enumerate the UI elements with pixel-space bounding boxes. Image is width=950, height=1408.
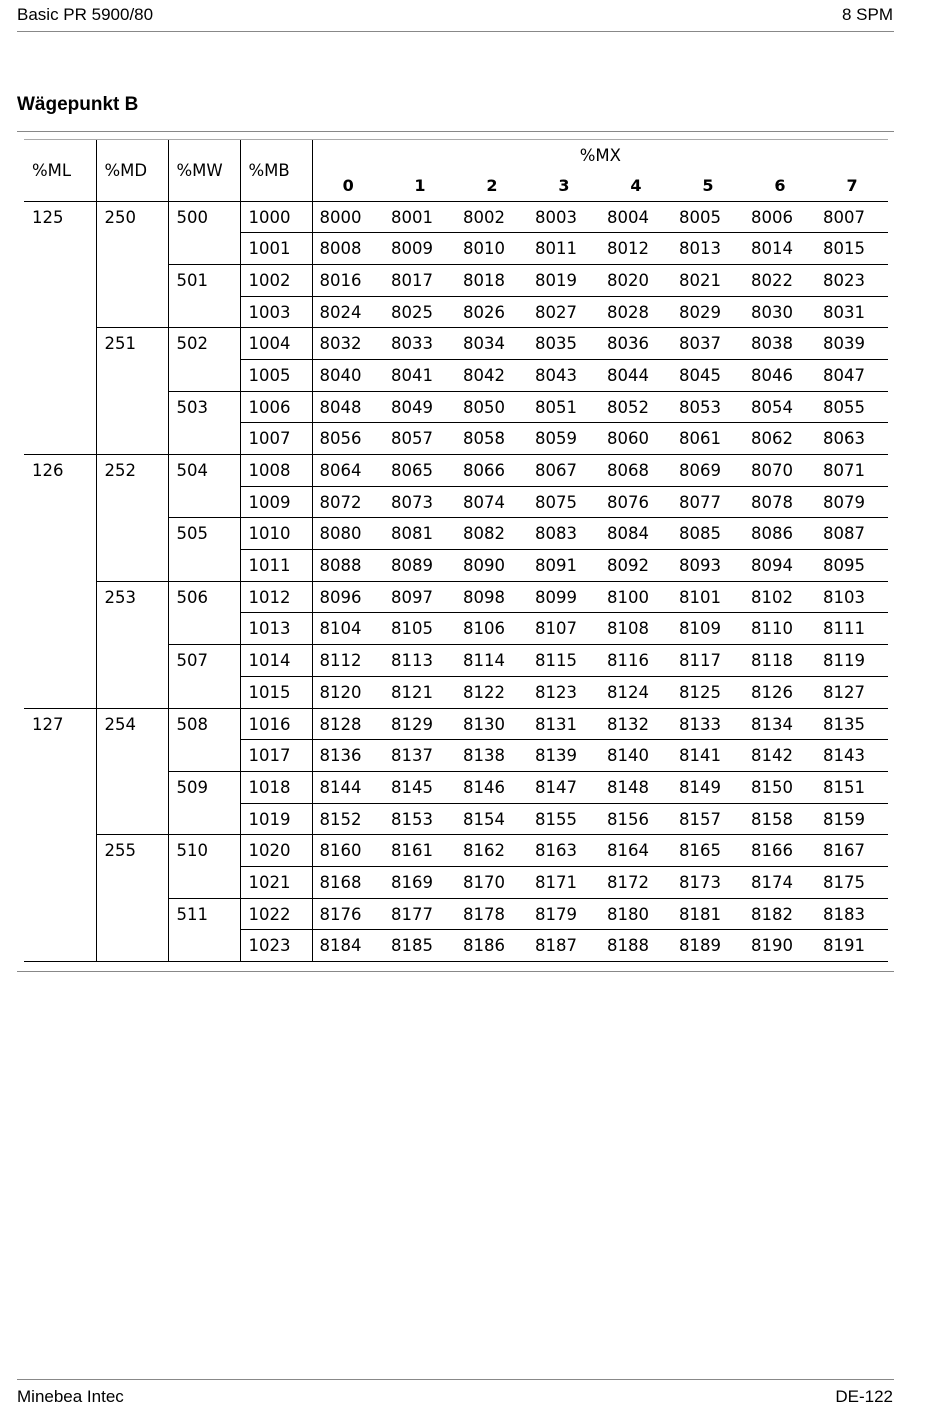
address-cell: 8180 bbox=[600, 898, 672, 930]
address-cell: 8066 bbox=[456, 455, 528, 487]
address-cell: 8140 bbox=[600, 740, 672, 772]
address-cell: 8166 bbox=[744, 835, 816, 867]
table-row bbox=[24, 328, 888, 360]
mb-cell: 1021 bbox=[240, 866, 312, 898]
running-header-section: 8 SPM bbox=[841, 5, 893, 24]
table-row bbox=[24, 835, 888, 867]
address-cell: 8117 bbox=[672, 645, 744, 677]
address-cell: 8055 bbox=[816, 391, 888, 423]
address-cell: 8170 bbox=[456, 866, 528, 898]
address-cell: 8190 bbox=[744, 930, 816, 962]
address-cell: 8037 bbox=[672, 328, 744, 360]
address-cell: 8144 bbox=[312, 771, 384, 803]
address-cell: 8124 bbox=[600, 676, 672, 708]
address-cell: 8050 bbox=[456, 391, 528, 423]
address-cell: 8172 bbox=[600, 866, 672, 898]
address-cell: 8056 bbox=[312, 423, 384, 455]
address-cell: 8173 bbox=[672, 866, 744, 898]
address-cell: 8150 bbox=[744, 771, 816, 803]
mb-cell: 1016 bbox=[240, 708, 312, 740]
mb-cell: 1022 bbox=[240, 898, 312, 930]
address-cell: 8141 bbox=[672, 740, 744, 772]
mw-cell: 502 bbox=[168, 328, 240, 391]
address-cell: 8085 bbox=[672, 518, 744, 550]
md-cell: 254 bbox=[96, 708, 168, 835]
address-cell: 8178 bbox=[456, 898, 528, 930]
mb-cell: 1014 bbox=[240, 645, 312, 677]
address-cell: 8127 bbox=[816, 676, 888, 708]
address-cell: 8167 bbox=[816, 835, 888, 867]
address-cell: 8022 bbox=[744, 264, 816, 296]
address-cell: 8092 bbox=[600, 550, 672, 582]
mw-cell: 508 bbox=[168, 708, 240, 771]
address-cell: 8060 bbox=[600, 423, 672, 455]
address-cell: 8062 bbox=[744, 423, 816, 455]
address-cell: 8176 bbox=[312, 898, 384, 930]
address-cell: 8051 bbox=[528, 391, 600, 423]
mw-cell: 511 bbox=[168, 898, 240, 961]
address-cell: 8045 bbox=[672, 359, 744, 391]
col-header-ml: %ML bbox=[24, 140, 96, 201]
address-cell: 8041 bbox=[384, 359, 456, 391]
address-cell: 8189 bbox=[672, 930, 744, 962]
address-cell: 8052 bbox=[600, 391, 672, 423]
address-cell: 8081 bbox=[384, 518, 456, 550]
mb-cell: 1019 bbox=[240, 803, 312, 835]
address-cell: 8093 bbox=[672, 550, 744, 582]
address-cell: 8133 bbox=[672, 708, 744, 740]
mx-digit-header: 7 bbox=[816, 171, 888, 201]
address-cell: 8186 bbox=[456, 930, 528, 962]
col-header-mx: %MX bbox=[579, 146, 621, 165]
address-cell: 8148 bbox=[600, 771, 672, 803]
mb-cell: 1003 bbox=[240, 296, 312, 328]
ml-cell: 127 bbox=[24, 708, 96, 962]
address-cell: 8058 bbox=[456, 423, 528, 455]
address-cell: 8121 bbox=[384, 676, 456, 708]
address-cell: 8061 bbox=[672, 423, 744, 455]
address-cell: 8099 bbox=[528, 581, 600, 613]
address-cell: 8131 bbox=[528, 708, 600, 740]
table-row bbox=[24, 581, 888, 613]
address-cell: 8132 bbox=[600, 708, 672, 740]
address-cell: 8138 bbox=[456, 740, 528, 772]
address-cell: 8094 bbox=[744, 550, 816, 582]
mx-digit-header: 0 bbox=[312, 171, 384, 201]
address-cell: 8010 bbox=[456, 233, 528, 265]
address-cell: 8143 bbox=[816, 740, 888, 772]
address-cell: 8159 bbox=[816, 803, 888, 835]
mb-cell: 1004 bbox=[240, 328, 312, 360]
mb-cell: 1013 bbox=[240, 613, 312, 645]
address-cell: 8095 bbox=[816, 550, 888, 582]
address-cell: 8086 bbox=[744, 518, 816, 550]
mw-cell: 506 bbox=[168, 581, 240, 644]
address-cell: 8184 bbox=[312, 930, 384, 962]
mw-cell: 501 bbox=[168, 264, 240, 327]
address-cell: 8100 bbox=[600, 581, 672, 613]
section-title: Wägepunkt B bbox=[17, 94, 139, 115]
mx-digit-header: 3 bbox=[528, 171, 600, 201]
address-cell: 8025 bbox=[384, 296, 456, 328]
address-cell: 8004 bbox=[600, 201, 672, 233]
md-cell: 255 bbox=[96, 835, 168, 962]
address-cell: 8149 bbox=[672, 771, 744, 803]
address-cell: 8053 bbox=[672, 391, 744, 423]
mb-cell: 1015 bbox=[240, 676, 312, 708]
address-cell: 8147 bbox=[528, 771, 600, 803]
address-cell: 8151 bbox=[816, 771, 888, 803]
address-cell: 8161 bbox=[384, 835, 456, 867]
col-header-mb: %MB bbox=[240, 140, 312, 201]
address-cell: 8160 bbox=[312, 835, 384, 867]
address-cell: 8080 bbox=[312, 518, 384, 550]
address-cell: 8102 bbox=[744, 581, 816, 613]
mx-digit-header: 2 bbox=[456, 171, 528, 201]
address-cell: 8103 bbox=[816, 581, 888, 613]
address-cell: 8035 bbox=[528, 328, 600, 360]
address-cell: 8014 bbox=[744, 233, 816, 265]
footer-company: Minebea Intec bbox=[17, 1387, 124, 1406]
mx-digit-header: 1 bbox=[384, 171, 456, 201]
address-cell: 8020 bbox=[600, 264, 672, 296]
address-cell: 8038 bbox=[744, 328, 816, 360]
address-cell: 8125 bbox=[672, 676, 744, 708]
mb-cell: 1000 bbox=[240, 201, 312, 233]
address-cell: 8177 bbox=[384, 898, 456, 930]
address-cell: 8187 bbox=[528, 930, 600, 962]
address-cell: 8028 bbox=[600, 296, 672, 328]
address-cell: 8142 bbox=[744, 740, 816, 772]
address-cell: 8118 bbox=[744, 645, 816, 677]
address-cell: 8112 bbox=[312, 645, 384, 677]
mw-cell: 507 bbox=[168, 645, 240, 708]
footer-page-number: DE-122 bbox=[835, 1387, 893, 1406]
address-cell: 8006 bbox=[744, 201, 816, 233]
address-cell: 8013 bbox=[672, 233, 744, 265]
address-table bbox=[24, 140, 888, 962]
address-cell: 8090 bbox=[456, 550, 528, 582]
address-cell: 8048 bbox=[312, 391, 384, 423]
address-cell: 8017 bbox=[384, 264, 456, 296]
address-cell: 8137 bbox=[384, 740, 456, 772]
address-cell: 8181 bbox=[672, 898, 744, 930]
address-cell: 8001 bbox=[384, 201, 456, 233]
address-cell: 8043 bbox=[528, 359, 600, 391]
address-cell: 8158 bbox=[744, 803, 816, 835]
address-cell: 8024 bbox=[312, 296, 384, 328]
address-cell: 8015 bbox=[816, 233, 888, 265]
address-cell: 8030 bbox=[744, 296, 816, 328]
address-cell: 8000 bbox=[312, 201, 384, 233]
address-cell: 8084 bbox=[600, 518, 672, 550]
address-cell: 8101 bbox=[672, 581, 744, 613]
mw-cell: 505 bbox=[168, 518, 240, 581]
ml-cell: 125 bbox=[24, 201, 96, 455]
address-cell: 8096 bbox=[312, 581, 384, 613]
address-cell: 8011 bbox=[528, 233, 600, 265]
address-cell: 8174 bbox=[744, 866, 816, 898]
address-cell: 8162 bbox=[456, 835, 528, 867]
mb-cell: 1006 bbox=[240, 391, 312, 423]
address-cell: 8042 bbox=[456, 359, 528, 391]
address-cell: 8089 bbox=[384, 550, 456, 582]
address-cell: 8182 bbox=[744, 898, 816, 930]
mx-digit-header: 6 bbox=[744, 171, 816, 201]
address-cell: 8069 bbox=[672, 455, 744, 487]
address-cell: 8083 bbox=[528, 518, 600, 550]
mw-cell: 509 bbox=[168, 771, 240, 834]
md-cell: 251 bbox=[96, 328, 168, 455]
address-cell: 8126 bbox=[744, 676, 816, 708]
mb-cell: 1010 bbox=[240, 518, 312, 550]
address-cell: 8049 bbox=[384, 391, 456, 423]
address-cell: 8008 bbox=[312, 233, 384, 265]
address-cell: 8179 bbox=[528, 898, 600, 930]
address-cell: 8146 bbox=[456, 771, 528, 803]
address-cell: 8128 bbox=[312, 708, 384, 740]
mb-cell: 1009 bbox=[240, 486, 312, 518]
ml-cell: 126 bbox=[24, 455, 96, 709]
address-cell: 8098 bbox=[456, 581, 528, 613]
address-cell: 8044 bbox=[600, 359, 672, 391]
mb-cell: 1005 bbox=[240, 359, 312, 391]
address-cell: 8152 bbox=[312, 803, 384, 835]
address-cell: 8116 bbox=[600, 645, 672, 677]
header-divider bbox=[17, 31, 894, 32]
address-cell: 8135 bbox=[816, 708, 888, 740]
mb-cell: 1012 bbox=[240, 581, 312, 613]
address-cell: 8019 bbox=[528, 264, 600, 296]
address-cell: 8036 bbox=[600, 328, 672, 360]
address-cell: 8183 bbox=[816, 898, 888, 930]
address-cell: 8077 bbox=[672, 486, 744, 518]
running-header-title: Basic PR 5900/80 bbox=[17, 5, 154, 24]
mw-cell: 504 bbox=[168, 455, 240, 518]
address-cell: 8068 bbox=[600, 455, 672, 487]
table-row bbox=[24, 201, 888, 233]
address-cell: 8107 bbox=[528, 613, 600, 645]
address-cell: 8031 bbox=[816, 296, 888, 328]
address-cell: 8009 bbox=[384, 233, 456, 265]
address-cell: 8104 bbox=[312, 613, 384, 645]
address-cell: 8169 bbox=[384, 866, 456, 898]
address-cell: 8165 bbox=[672, 835, 744, 867]
address-cell: 8012 bbox=[600, 233, 672, 265]
address-cell: 8106 bbox=[456, 613, 528, 645]
address-cell: 8114 bbox=[456, 645, 528, 677]
address-cell: 8139 bbox=[528, 740, 600, 772]
address-cell: 8018 bbox=[456, 264, 528, 296]
address-cell: 8154 bbox=[456, 803, 528, 835]
mw-cell: 510 bbox=[168, 835, 240, 898]
address-cell: 8109 bbox=[672, 613, 744, 645]
address-cell: 8074 bbox=[456, 486, 528, 518]
address-cell: 8111 bbox=[816, 613, 888, 645]
mb-cell: 1020 bbox=[240, 835, 312, 867]
address-cell: 8164 bbox=[600, 835, 672, 867]
address-cell: 8064 bbox=[312, 455, 384, 487]
address-cell: 8119 bbox=[816, 645, 888, 677]
mx-digit-header: 5 bbox=[672, 171, 744, 201]
address-cell: 8188 bbox=[600, 930, 672, 962]
address-cell: 8110 bbox=[744, 613, 816, 645]
address-cell: 8071 bbox=[816, 455, 888, 487]
address-cell: 8070 bbox=[744, 455, 816, 487]
address-cell: 8115 bbox=[528, 645, 600, 677]
md-cell: 250 bbox=[96, 201, 168, 328]
address-cell: 8134 bbox=[744, 708, 816, 740]
address-cell: 8040 bbox=[312, 359, 384, 391]
mb-cell: 1018 bbox=[240, 771, 312, 803]
md-cell: 253 bbox=[96, 581, 168, 708]
address-cell: 8088 bbox=[312, 550, 384, 582]
address-cell: 8021 bbox=[672, 264, 744, 296]
address-cell: 8108 bbox=[600, 613, 672, 645]
address-cell: 8032 bbox=[312, 328, 384, 360]
address-cell: 8016 bbox=[312, 264, 384, 296]
address-cell: 8002 bbox=[456, 201, 528, 233]
mb-cell: 1002 bbox=[240, 264, 312, 296]
address-cell: 8130 bbox=[456, 708, 528, 740]
table-row bbox=[24, 708, 888, 740]
address-cell: 8072 bbox=[312, 486, 384, 518]
address-cell: 8039 bbox=[816, 328, 888, 360]
mb-cell: 1001 bbox=[240, 233, 312, 265]
address-cell: 8029 bbox=[672, 296, 744, 328]
section-divider bbox=[17, 131, 894, 132]
mb-cell: 1008 bbox=[240, 455, 312, 487]
mw-cell: 500 bbox=[168, 201, 240, 264]
address-cell: 8105 bbox=[384, 613, 456, 645]
address-cell: 8113 bbox=[384, 645, 456, 677]
address-cell: 8129 bbox=[384, 708, 456, 740]
address-cell: 8078 bbox=[744, 486, 816, 518]
address-cell: 8175 bbox=[816, 866, 888, 898]
mw-cell: 503 bbox=[168, 391, 240, 454]
address-cell: 8163 bbox=[528, 835, 600, 867]
mx-digit-header: 4 bbox=[600, 171, 672, 201]
address-cell: 8185 bbox=[384, 930, 456, 962]
address-cell: 8054 bbox=[744, 391, 816, 423]
address-cell: 8047 bbox=[816, 359, 888, 391]
address-cell: 8079 bbox=[816, 486, 888, 518]
address-cell: 8171 bbox=[528, 866, 600, 898]
col-header-md: %MD bbox=[96, 140, 168, 201]
table-bottom-rule bbox=[17, 971, 894, 972]
address-cell: 8076 bbox=[600, 486, 672, 518]
address-cell: 8059 bbox=[528, 423, 600, 455]
address-cell: 8034 bbox=[456, 328, 528, 360]
address-cell: 8073 bbox=[384, 486, 456, 518]
address-cell: 8065 bbox=[384, 455, 456, 487]
address-cell: 8157 bbox=[672, 803, 744, 835]
address-cell: 8027 bbox=[528, 296, 600, 328]
address-cell: 8087 bbox=[816, 518, 888, 550]
address-cell: 8057 bbox=[384, 423, 456, 455]
address-cell: 8122 bbox=[456, 676, 528, 708]
address-cell: 8097 bbox=[384, 581, 456, 613]
address-cell: 8136 bbox=[312, 740, 384, 772]
address-cell: 8191 bbox=[816, 930, 888, 962]
mb-cell: 1017 bbox=[240, 740, 312, 772]
address-cell: 8075 bbox=[528, 486, 600, 518]
mb-cell: 1007 bbox=[240, 423, 312, 455]
col-header-mw: %MW bbox=[168, 140, 240, 201]
footer-divider bbox=[17, 1379, 894, 1380]
md-cell: 252 bbox=[96, 455, 168, 582]
address-cell: 8091 bbox=[528, 550, 600, 582]
address-cell: 8153 bbox=[384, 803, 456, 835]
address-cell: 8155 bbox=[528, 803, 600, 835]
mb-cell: 1011 bbox=[240, 550, 312, 582]
mb-cell: 1023 bbox=[240, 930, 312, 962]
address-cell: 8003 bbox=[528, 201, 600, 233]
address-cell: 8067 bbox=[528, 455, 600, 487]
address-cell: 8123 bbox=[528, 676, 600, 708]
address-cell: 8007 bbox=[816, 201, 888, 233]
address-cell: 8145 bbox=[384, 771, 456, 803]
address-cell: 8033 bbox=[384, 328, 456, 360]
address-cell: 8156 bbox=[600, 803, 672, 835]
address-cell: 8063 bbox=[816, 423, 888, 455]
address-cell: 8023 bbox=[816, 264, 888, 296]
address-cell: 8168 bbox=[312, 866, 384, 898]
address-cell: 8005 bbox=[672, 201, 744, 233]
address-cell: 8082 bbox=[456, 518, 528, 550]
address-cell: 8026 bbox=[456, 296, 528, 328]
address-cell: 8046 bbox=[744, 359, 816, 391]
address-cell: 8120 bbox=[312, 676, 384, 708]
table-row bbox=[24, 455, 888, 487]
